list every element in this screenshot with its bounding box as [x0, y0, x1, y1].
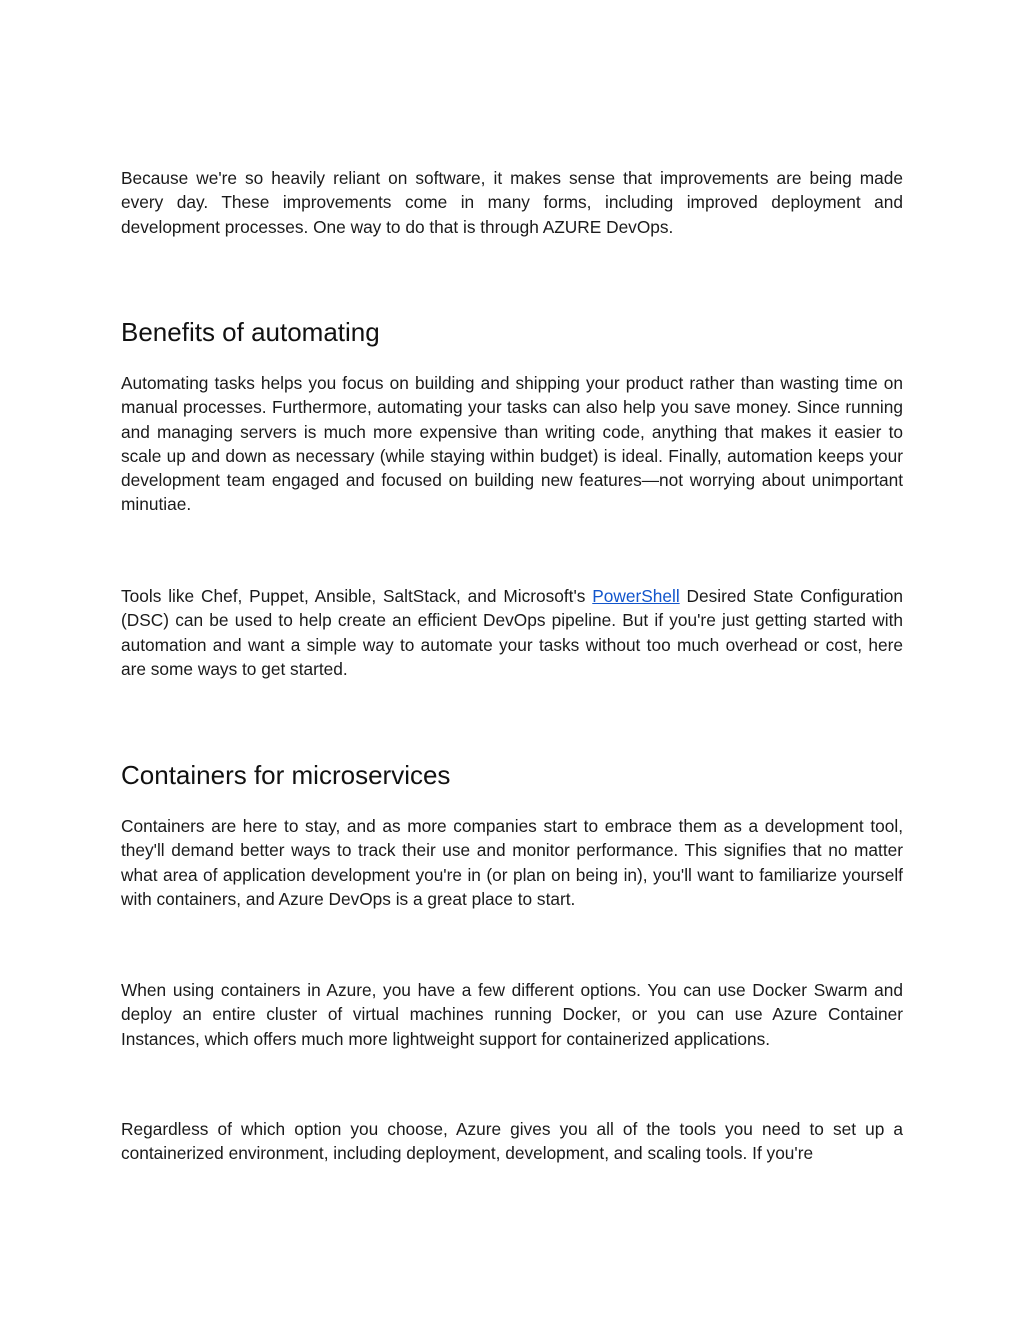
- tools-paragraph: [121, 584, 903, 681]
- regardless-paragraph: Regardless of which option you choose, Azure gives you all of the tools you need to set up a containerized environment, including deployment, development, and scaling tools. If you're: [121, 1119, 903, 1164]
- azure-containers-options-paragraph: When using containers in Azure, you have a few different options. You can use Docker Swarm and deploy an entire cluster of virtual machines running Docker, or you can use Azure Container Instances, which offers much more lightweight support for containerized applications.: [121, 980, 903, 1049]
- tools-paragraph-text-after: Desired State Configuration (DSC) can be used to help create an efficient DevOps pipeline. But if you're just getting started with automation and want a simple way to automate your tasks without too much overhead or cost, here are some ways to get started.: [121, 586, 903, 679]
- powershell-link[interactable]: PowerShell: [592, 586, 680, 606]
- automating-paragraph: Automating tasks helps you focus on building and shipping your product rather than wasting time on manual processes. Furthermore, automating your tasks can also help you save money. Since running and managing servers is much more expensive than writing code, anything that makes it easier to scale up and down as necessary (while staying within budget) is ideal. Finally, automation keeps your development team engaged and focused on building new features—not worrying about unimportant minutiae.: [121, 373, 903, 515]
- containers-paragraph: Containers are here to stay, and as more companies start to embrace them as a development tool, they'll demand better ways to track their use and monitor performance. This signifies that no matter what area of application development you're in (or plan on being in), you'll want to familiarize yourself with containers, and Azure DevOps is a great place to start.: [121, 816, 903, 909]
- heading-benefits-of-automating: Benefits of automating: [121, 317, 380, 347]
- heading-containers-for-microservices: Containers for microservices: [121, 760, 451, 790]
- intro-paragraph: Because we're so heavily reliant on software, it makes sense that improvements are being made every day. These improvements come in many forms, including improved deployment and development processes. One way to do that is through AZURE DevOps.: [121, 168, 903, 237]
- tools-paragraph-text-before: Tools like Chef, Puppet, Ansible, SaltStack, and Microsoft's: [121, 586, 593, 606]
